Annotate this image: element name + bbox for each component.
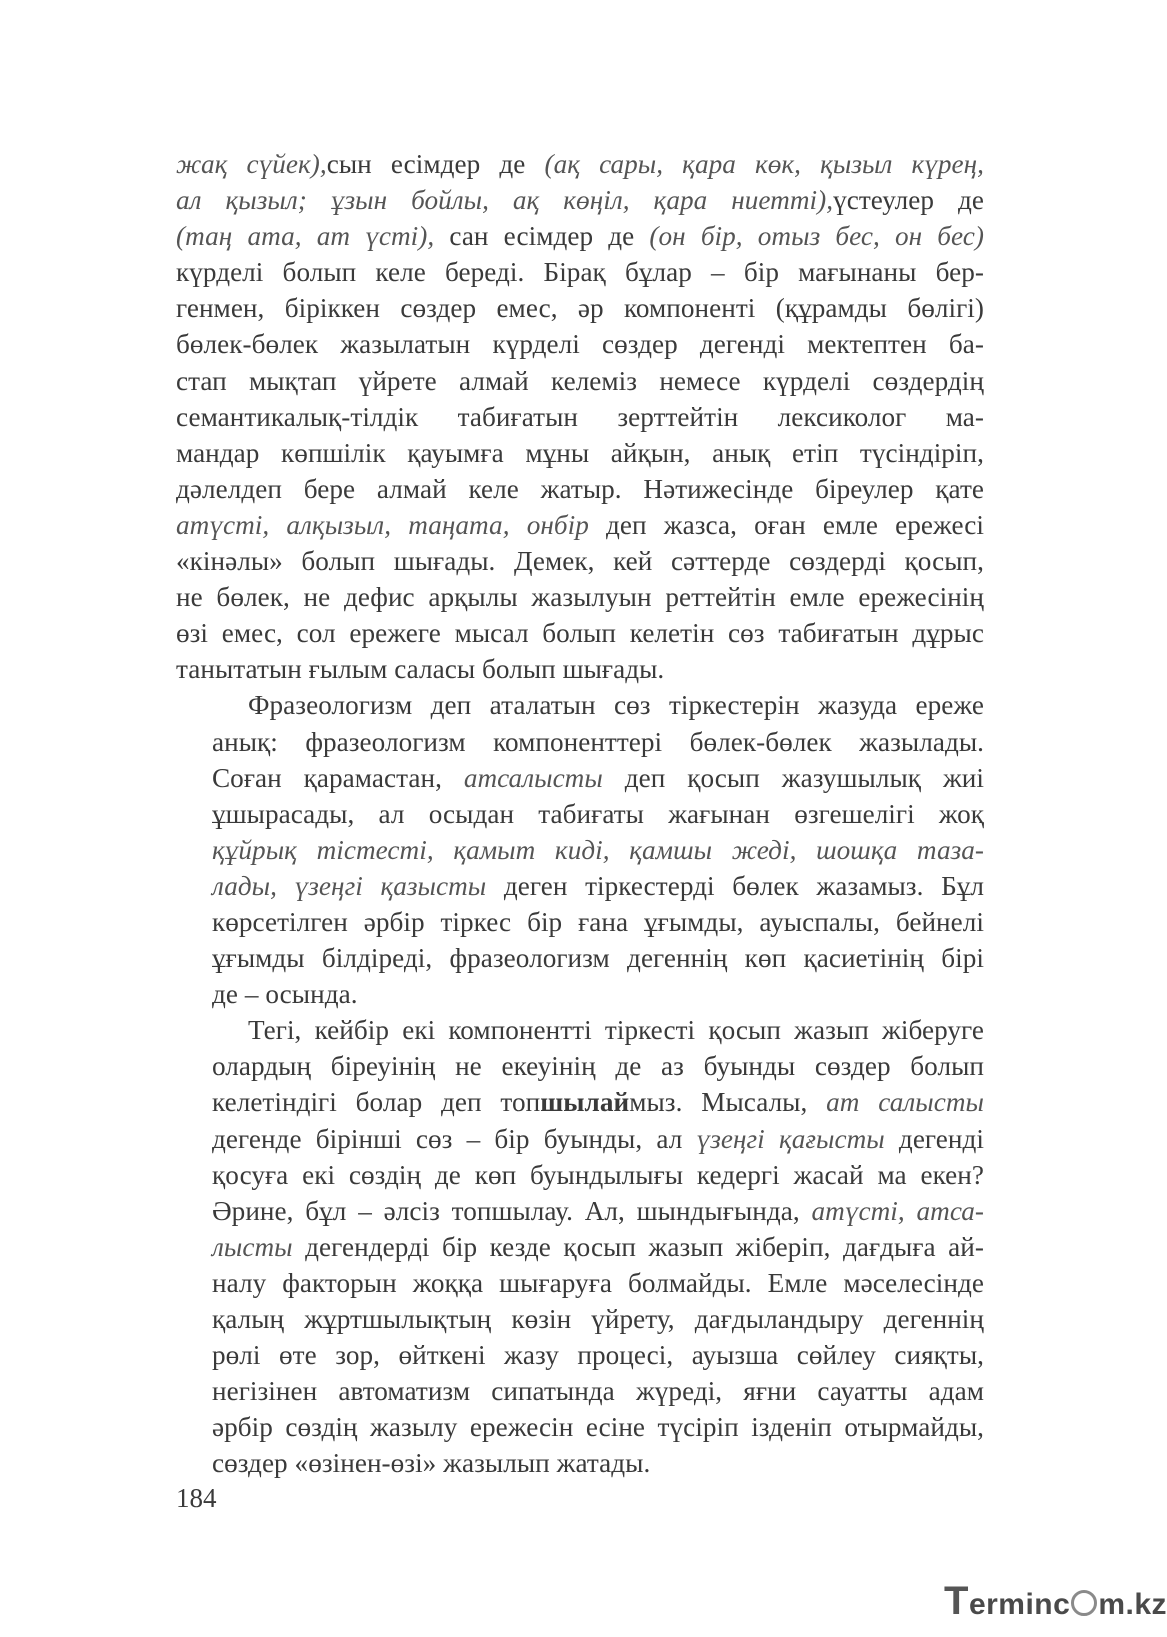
- italic-example: ал қызыл; ұзын бойлы, ақ көңіл, қара ниетті),: [176, 185, 834, 216]
- text-line: [176, 832, 984, 868]
- italic-example: үзеңгі қағысты: [696, 1123, 885, 1154]
- text-run: Фразеологизм деп аталатын сөз тіркестерін жазуда ереже: [248, 690, 984, 721]
- text-line: [176, 290, 984, 326]
- text-run: өзі емес, сол ережеге мысал болып келетін сөз табиғатын дұрыс: [176, 618, 984, 649]
- text-line: [176, 1229, 984, 1265]
- text-run: мыз. Мысалы,: [629, 1087, 827, 1118]
- italic-example: лады, үзеңгі қазысты: [212, 870, 487, 901]
- text-line: [176, 1373, 984, 1409]
- italic-example: ат салысты: [826, 1087, 984, 1118]
- text-run: деп қосып жазушылық жиі: [602, 762, 984, 793]
- text-run: әрбір сөздің жазылу ережесін есіне түсіріп ізденіп отырмайды,: [212, 1412, 984, 1443]
- text-run: ұшырасады, ал осыдан табиғаты жағынан өзгешелігі жоқ: [212, 798, 984, 829]
- text-run: дегенді: [884, 1123, 984, 1154]
- body-text: [176, 146, 984, 1481]
- text-run: генмен, біріккен сөздер емес, әр компоненті (құрамды бөлігі): [176, 293, 984, 324]
- text-run: Әрине, бұл – әлсіз топшылау. Ал, шындығында,: [212, 1195, 812, 1226]
- text-run: олардың біреуінің не екеуінің де аз буынды сөздер болып: [212, 1051, 984, 1082]
- italic-example: атүсті, атса-: [811, 1195, 984, 1226]
- text-run: рөлі өте зор, өйткені жазу процесі, ауызша сөйлеу сияқты,: [212, 1340, 984, 1371]
- italic-example: (таң ата, ат үсті),: [176, 221, 435, 252]
- text-run: деп жазса, оған емле ережесі: [588, 509, 984, 540]
- watermark-text-end: m.kz: [1098, 1588, 1167, 1621]
- text-run: дегенде бірінші сөз – бір буынды, ал: [212, 1123, 697, 1154]
- text-line: [176, 1445, 984, 1481]
- text-run: ұғымды білдіреді, фразеологизм дегеннің көп қасиетінің бірі: [212, 943, 984, 974]
- text-run: сан есімдер де: [434, 221, 650, 252]
- text-line: [176, 1012, 984, 1048]
- text-line: [176, 1409, 984, 1445]
- text-run: келетіндігі болар деп топ: [212, 1087, 541, 1118]
- site-watermark-logo: [944, 1579, 1167, 1624]
- bold-text: шылай: [540, 1087, 630, 1118]
- text-line: [176, 507, 984, 543]
- text-run: Соған қарамастан,: [212, 762, 464, 793]
- text-run: күрделі болып келе береді. Бірақ бұлар – бір мағынаны бер-: [176, 257, 984, 288]
- italic-example: атсалысты: [463, 762, 603, 793]
- italic-example: атүсті, алқызыл, таңата, онбір: [176, 509, 589, 540]
- text-line: [176, 363, 984, 399]
- text-run: деген тіркестерді бөлек жазамыз. Бұл: [486, 870, 985, 901]
- watermark-letter-t: T: [944, 1579, 969, 1623]
- text-run: танытатын ғылым саласы болып шығады.: [176, 654, 665, 685]
- text-line: [176, 904, 984, 940]
- text-run: мандар көпшілік қауымға мұны айқын, анық етіп түсіндіріп,: [176, 437, 984, 468]
- text-line: [176, 976, 984, 1012]
- text-line: [176, 651, 984, 687]
- text-line: [176, 254, 984, 290]
- text-run: дәлелдеп бере алмай келе жатыр. Нәтижесінде біреулер қате: [176, 473, 984, 504]
- text-run: семантикалық-тілдік табиғатын зерттейтін лексиколог ма-: [176, 401, 984, 432]
- text-run: қосуға екі сөздің де көп буындылығы кедергі жасай ма екен?: [212, 1159, 984, 1190]
- text-line: [176, 182, 984, 218]
- text-line: [176, 435, 984, 471]
- text-line: [176, 796, 984, 832]
- text-run: дегендерді бір кезде қосып жазып жіберіп, дағдыға ай-: [292, 1231, 984, 1262]
- magnifier-o-icon: [1071, 1590, 1097, 1616]
- text-line: [176, 543, 984, 579]
- text-run: Тегі, кейбір екі компонентті тіркесті қосып жазып жіберуге: [248, 1015, 984, 1046]
- page-number: 184: [176, 1483, 217, 1513]
- text-line: [176, 399, 984, 435]
- text-line: [176, 1084, 984, 1120]
- italic-example: (ақ сары, қара көк, қызыл күрең,: [544, 149, 984, 179]
- italic-example: құйрық тістесті, қамыт киді, қамшы жеді, шошқа таза-: [212, 834, 984, 865]
- text-run: анық: фразеологизм компоненттері бөлек-бөлек жазылады.: [212, 726, 984, 757]
- italic-example: (он бір, отыз бес, он бес): [649, 221, 984, 252]
- italic-example: жақ сүйек),: [176, 149, 327, 179]
- text-line: [176, 218, 984, 254]
- text-line: [176, 326, 984, 362]
- watermark-text-start: erminc: [968, 1588, 1071, 1621]
- paragraph: [176, 1012, 984, 1481]
- text-line: [176, 1193, 984, 1229]
- text-line: [176, 615, 984, 651]
- paragraph: [176, 687, 984, 1012]
- text-run: де – осында.: [212, 979, 358, 1010]
- text-run: көрсетілген әрбір тіркес бір ғана ұғымды, ауыспалы, бейнелі: [212, 906, 984, 937]
- text-line: [176, 1265, 984, 1301]
- text-line: [176, 579, 984, 615]
- text-line: [176, 471, 984, 507]
- text-run: «кінәлы» болып шығады. Демек, кей сәттерде сөздерді қосып,: [176, 546, 984, 577]
- text-run: сын есімдер де: [326, 149, 545, 179]
- text-run: не бөлек, не дефис арқылы жазылуын реттейтін емле ережесінің: [176, 582, 984, 613]
- text-line: [176, 1048, 984, 1084]
- text-line: [176, 1301, 984, 1337]
- text-line: [176, 724, 984, 760]
- text-run: үстеулер де: [833, 185, 984, 216]
- text-line: [176, 868, 984, 904]
- text-run: бөлек-бөлек жазылатын күрделі сөздер дегенді мектептен ба-: [176, 329, 984, 360]
- text-line: [176, 1121, 984, 1157]
- paragraph: [176, 146, 984, 687]
- text-line: [176, 760, 984, 796]
- text-line: [176, 687, 984, 723]
- italic-example: лысты: [212, 1231, 293, 1262]
- text-run: қалың жұртшылықтың көзін үйрету, дағдыландыру дегеннің: [212, 1304, 984, 1334]
- text-run: стап мықтап үйрете алмай келеміз немесе күрделі сөздердің: [176, 365, 984, 396]
- text-line: [176, 1157, 984, 1193]
- text-run: сөздер «өзінен-өзі» жазылып жатады.: [212, 1448, 651, 1479]
- text-run: налу факторын жоққа шығаруға болмайды. Емле мәселесінде: [212, 1267, 984, 1298]
- text-line: [176, 940, 984, 976]
- text-line: [176, 1337, 984, 1373]
- text-line: [176, 146, 984, 182]
- text-run: негізінен автоматизм сипатында жүреді, яғни сауатты адам: [212, 1376, 984, 1407]
